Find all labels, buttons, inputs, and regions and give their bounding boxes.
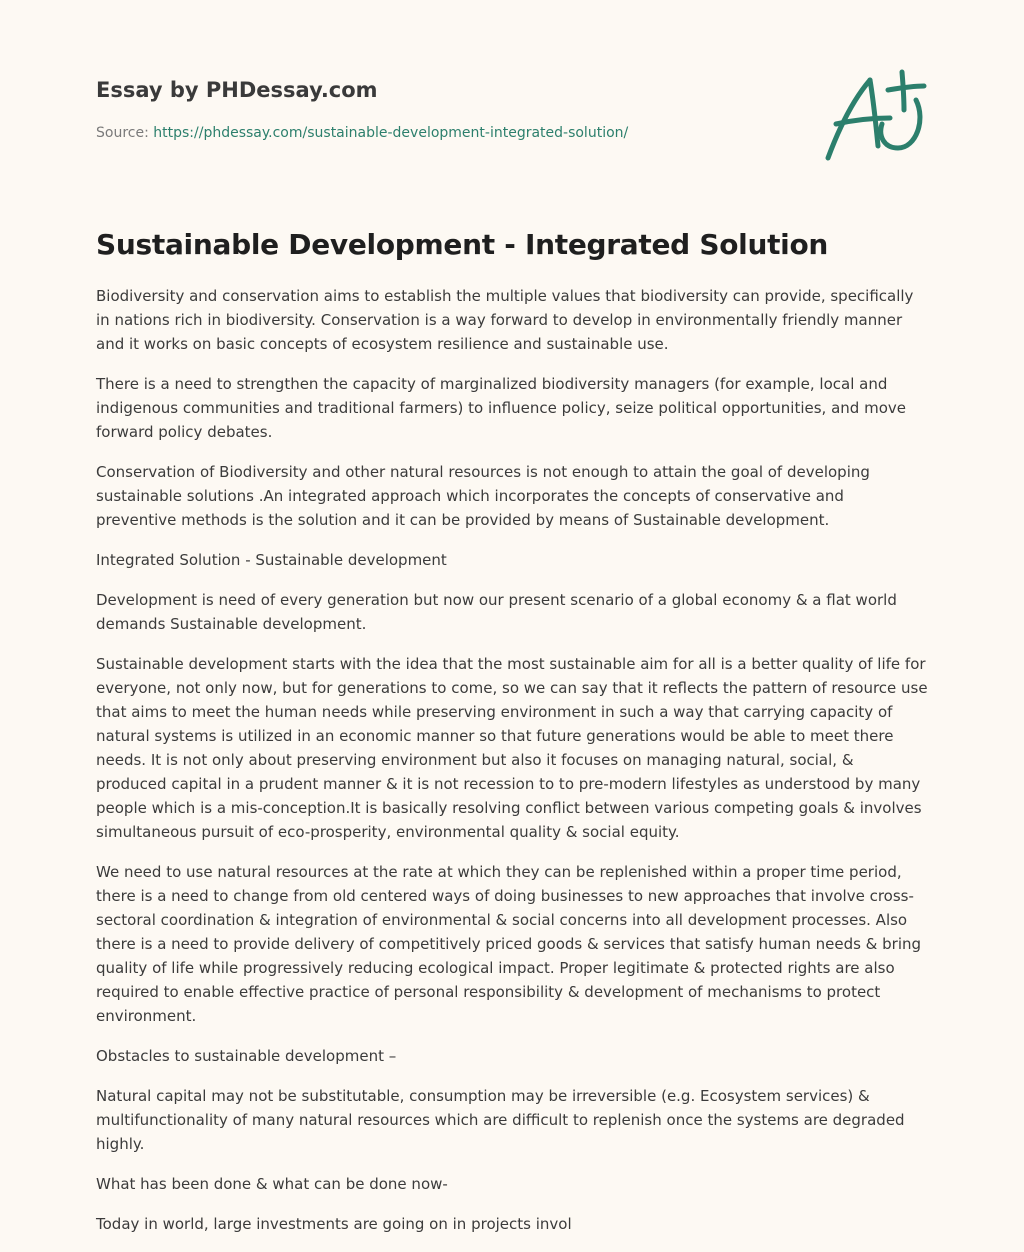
essay-title: Sustainable Development - Integrated Solution	[96, 228, 829, 261]
paragraph: Biodiversity and conservation aims to establish the multiple values that biodiversity can provide, specifically in nations rich in biodiversity. Conservation is a way forward to develop in environmentally friendly manner and it works on basic concepts of ecosystem resilience and sustainable use.	[96, 287, 914, 353]
paragraph: Obstacles to sustainable development –	[96, 1047, 397, 1065]
essay-header	[96, 76, 796, 143]
source-label: Source:	[96, 125, 154, 141]
paragraph: Development is need of every generation but now our present scenario of a global economy & a flat world demands Sustainable development.	[96, 591, 897, 633]
essay-body	[96, 284, 928, 1252]
paragraph: Integrated Solution - Sustainable development	[96, 551, 447, 569]
paragraph: Sustainable development starts with the idea that the most sustainable aim for all is a better quality of life for everyone, not only now, but for generations to come, so we can say that it reflects the pattern of resource use that aims to meet the human needs while preserving environment in such a way that carrying capacity of natural systems is utilized in an economic manner so that future generations would be able to meet there needs. It is not only about preserving environment but also it focuses on managing natural, social, & produced capital in a prudent manner & it is not recession to to pre-modern lifestyles as understood by many people which is a mis-conception.It is basically resolving conflict between various competing goals & involves simultaneous pursuit of eco-prosperity, environmental quality & social equity.	[96, 655, 928, 841]
paragraph: We need to use natural resources at the rate at which they can be replenished within a proper time period, there is a need to change from old centered ways of doing businesses to new approaches that involve cross-sectoral coordination & integration of environmental & social concerns into all development processes. Also there is a need to provide delivery of competitively priced goods & services that satisfy human needs & bring quality of life while progressively reducing ecological impact. Proper legitimate & protected rights are also required to enable effective practice of personal responsibility & development of mechanisms to protect environment.	[96, 863, 922, 1025]
source-line	[96, 123, 796, 143]
site-brand: Essay by PHDessay.com	[96, 78, 378, 102]
paragraph: What has been done & what can be done now-	[96, 1175, 448, 1193]
paragraph: Today in world, large investments are going on in projects invol	[96, 1215, 572, 1233]
paragraph: Conservation of Biodiversity and other natural resources is not enough to attain the goal of developing sustainable solutions .An integrated approach which incorporates the concepts of conservative and preventive methods is the solution and it can be provided by means of Sustainable development.	[96, 463, 870, 529]
a-plus-logo	[820, 66, 930, 166]
paragraph: There is a need to strengthen the capacity of marginalized biodiversity managers (for example, local and indigenous communities and traditional farmers) to influence policy, seize political opportunities, and move forward policy debates.	[96, 375, 906, 441]
source-link[interactable]: https://phdessay.com/sustainable-development-integrated-solution/	[153, 125, 629, 141]
paragraph: Natural capital may not be substitutable, consumption may be irreversible (e.g. Ecosystem services) & multifunctionality of many natural resources which are difficult to replenish once the systems are degraded highly.	[96, 1087, 905, 1153]
